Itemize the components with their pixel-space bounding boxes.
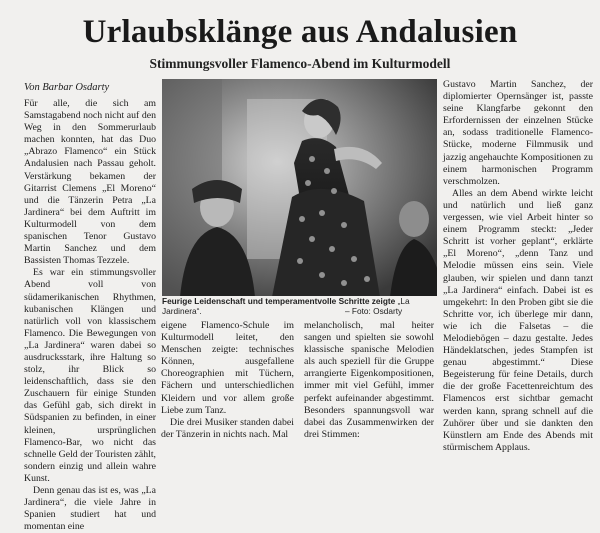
flamenco-photo: [162, 79, 437, 297]
caption-bold: Feurige Leidenschaft und temperamentvolle Schritte zeigte: [162, 296, 396, 306]
paragraph: Gustavo Martin Sanchez, der diplomierter Opernsänger ist, passte seine Klangfarbe gekonnt den Erfordernissen der einzelnen Stücke an, sodass traditionelle Flamenco-Stücke, moderne Filmmusik und jazzig angehauchte Kompositionen zu einem harmonischen Programm verschmolzen.: [443, 79, 593, 187]
column-2: [161, 320, 294, 441]
photo-image: [162, 79, 437, 297]
paragraph: Denn genau das ist es, was „La Jardinera“, die viele Jahre in Spanien studiert hat und momentan eine: [24, 485, 156, 533]
paragraph: Für alle, die sich am Samstagabend noch nicht auf den Weg in den Sommerurlaub machen konnten, hat das Duo „Abrazo Flamenco“ ein Stück Andalusien nach Passau geholt. Verstärkung bekamen der Gitarrist Clemens „El Moreno“ und die Tänzerin Petra „La Jardinera“ bei dem Auftritt im Kulturmodell von dem spanischen Tenor Gustavo Martin Sanchez und dem Bassisten Thomas Tezzele.: [24, 98, 156, 267]
paragraph: Es war ein stimmungsvoller Abend voll von südamerikanischen Rhythmen, kubanischen Klängen und natürlich voll von klassischem Flamenco. Die Bewegungen von „La Jardinera“ waren dabei so ausdrucksstark, ihre Haltung so stolz, ihr Blick so leidenschaftlich, dass sie den Zuschauern für einige Stunden das Gefühl gab, sich direkt in Südspanien zu befinden, in einer kleinen, ursprünglichen Flamenco-Bar, wo nicht das schnelle Geld der Touristen zählt, sondern einzig und allein wahre Kunst.: [24, 267, 156, 484]
caption-rest: „La Jardinera“.: [162, 296, 410, 316]
column-1: [24, 98, 156, 533]
subheadline: Stimmungsvoller Flamenco-Abend im Kulturmodell: [149, 56, 451, 71]
photo-credit: – Foto: Osdarty: [345, 306, 403, 316]
paragraph: Alles an dem Abend wirkte leicht und natürlich und ließ ganz vergessen, wie viel Arbeit hinter so einem Programm steckt: „Jeder Schritt ist vorher geplant“, erklärte „El Moreno“, „denn Tanz und Melodie müssen eins sein. Viele glauben, wir spielen und dann tanzt „La Jardinera“ einfach. Dabei ist es umgekehrt: In den Proben gibt sie die Schritte vor, ich überlege mir dann, wie ich die Falsetas – die Melodiebögen – dazu gestalte. Jedes Händeklatschen, jedes Stampfen ist genau abgestimmt.“ Diese Begeisterung für feine Details, durch die der große Facettenreichtum des Flamencos erst sichtbar gemacht werden kann, sprang schnell auf die Zuhörer über und sie dankten den Künstlern am Ende des Abends mit stürmischem Applaus.: [443, 187, 593, 453]
column-3: [304, 320, 434, 441]
headline: Urlaubsklänge aus Andalusien: [82, 14, 518, 50]
column-4: [443, 79, 593, 454]
paragraph: melancholisch, mal heiter sangen und spielten sie sowohl klassische spanische Melodien als auch speziell für die Gruppe arrangierte Eigenkompositionen, immer mit viel Gefühl, immer perfekt aufeinander abgestimmt. Besonders spannungsvoll war dabei das Zusammenwirken der drei Stimmen:: [304, 320, 434, 440]
byline: Von Barbar Osdarty: [24, 82, 110, 93]
paragraph: Die drei Musiker standen dabei der Tänzerin in nichts nach. Mal: [161, 416, 294, 440]
paragraph: eigene Flamenco-Schule im Kulturmodell leitet, den Menschen zeigte: technisches Können, ausgefallene Choreographien mit Tüchern, Fächern und unterschiedlichen Kleidern und vor allem große Liebe zum Tanz.: [161, 320, 294, 416]
